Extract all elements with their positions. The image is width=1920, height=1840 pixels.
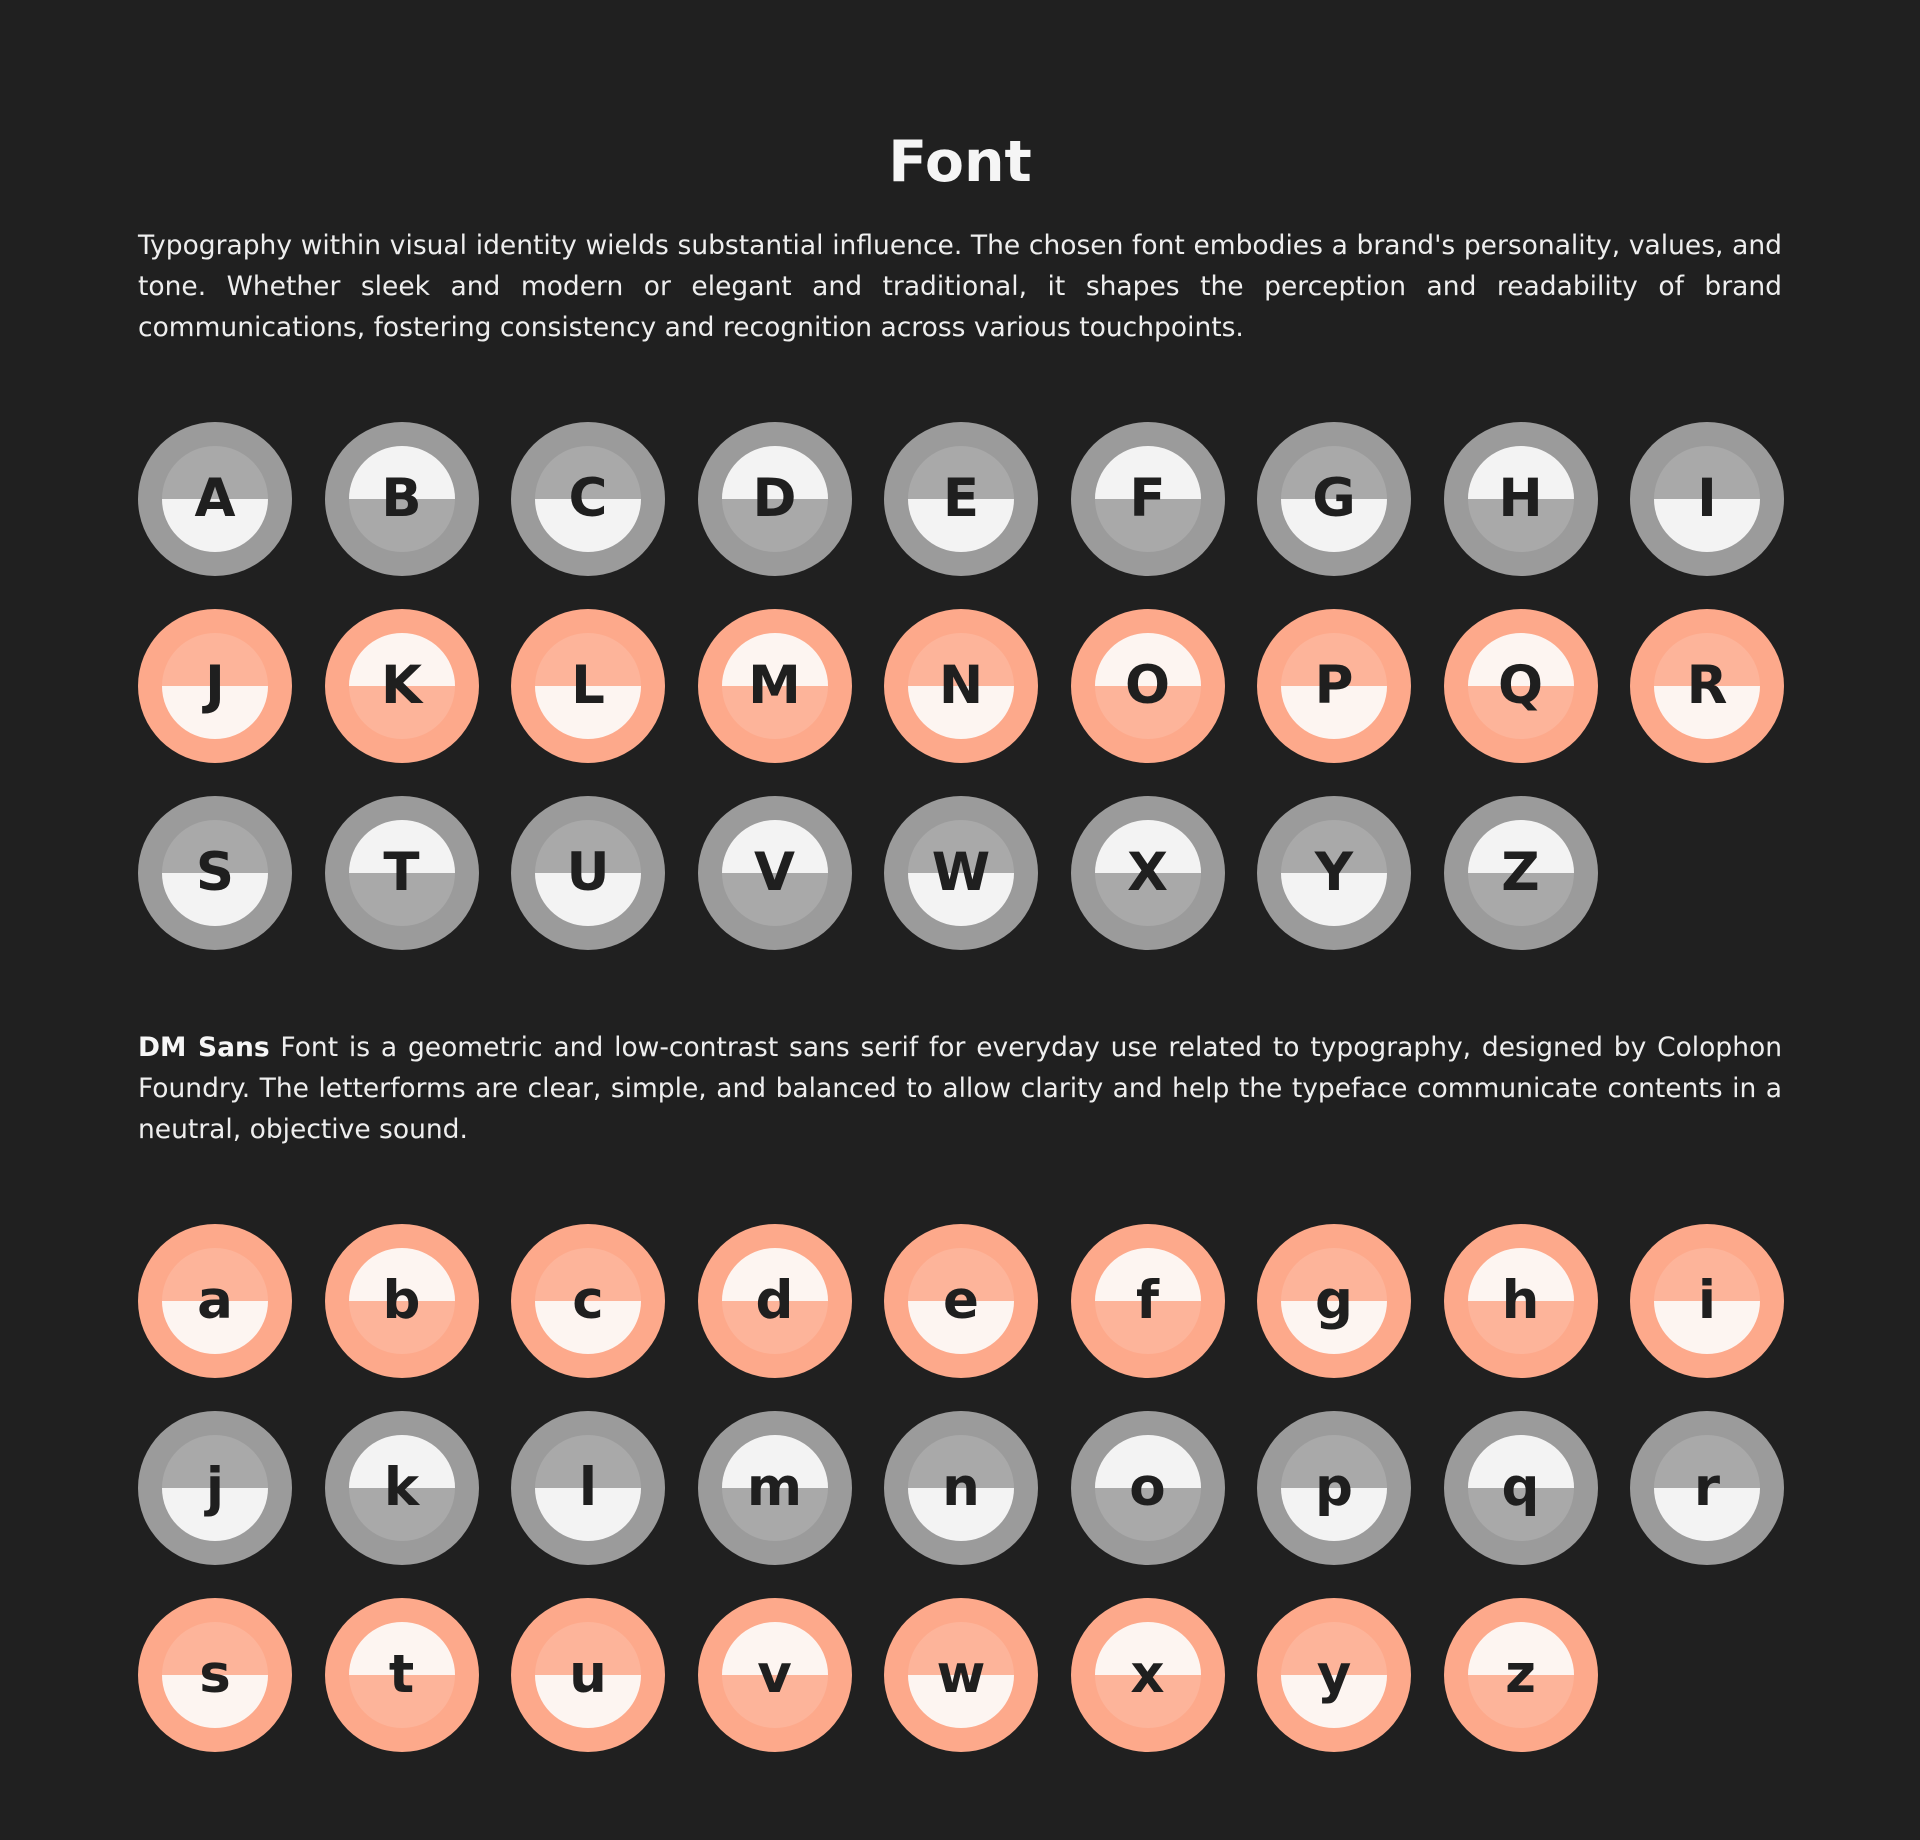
glyph-circle-Q (1444, 609, 1598, 763)
glyph-letter: m (746, 1457, 803, 1518)
glyph-letter: p (1315, 1457, 1353, 1518)
glyph-circle-L (511, 609, 665, 763)
glyph-circle-G (1257, 422, 1411, 576)
glyph-circle-q (1444, 1411, 1598, 1565)
page-title: Font (888, 129, 1032, 195)
glyph-circle-F (1071, 422, 1225, 576)
glyph-letter: K (380, 655, 423, 716)
glyph-circle-W (884, 796, 1038, 950)
uppercase-grid (138, 422, 1782, 950)
glyph-letter: V (753, 842, 796, 903)
glyph-circle-d (698, 1224, 852, 1378)
glyph-circle-s (138, 1598, 292, 1752)
glyph-letter: t (388, 1644, 415, 1705)
glyph-letter: I (1697, 468, 1717, 529)
glyph-letter: z (1505, 1644, 1536, 1705)
glyph-circle-c (511, 1224, 665, 1378)
glyph-letter: A (194, 468, 236, 529)
glyph-circle-m (698, 1411, 852, 1565)
glyph-letter: h (1501, 1270, 1540, 1331)
glyph-letter: q (1501, 1457, 1540, 1518)
glyph-letter: D (752, 468, 797, 529)
glyph-circle-P (1257, 609, 1411, 763)
glyph-circle-R (1630, 609, 1784, 763)
glyph-letter: M (748, 655, 801, 716)
glyph-circle-I (1630, 422, 1784, 576)
glyph-letter: u (569, 1644, 607, 1705)
glyph-letter: N (938, 655, 984, 716)
glyph-letter: H (1498, 468, 1543, 529)
glyph-letter: r (1693, 1457, 1721, 1518)
glyph-circle-O (1071, 609, 1225, 763)
glyph-letter: Y (1314, 842, 1354, 903)
glyph-circle-J (138, 609, 292, 763)
glyph-letter: k (383, 1457, 420, 1518)
glyph-letter: L (571, 655, 605, 716)
glyph-letter: s (199, 1644, 231, 1705)
glyph-letter: i (1697, 1270, 1717, 1331)
glyph-circle-u (511, 1598, 665, 1752)
glyph-letter: y (1316, 1644, 1352, 1705)
font-description-text: Font is a geometric and low-contrast sans serif for everyday use related to typography, designed by Colophon Foundry. The letterforms are clear, simple, and balanced to allow clarity and help the typeface communicate contents in a neutral, objective sound. (138, 1032, 1782, 1145)
glyph-circle-T (325, 796, 479, 950)
glyph-circle-v (698, 1598, 852, 1752)
glyph-letter: j (205, 1457, 225, 1518)
glyph-letter: a (197, 1270, 233, 1331)
glyph-circle-p (1257, 1411, 1411, 1565)
font-name: DM Sans (138, 1032, 270, 1063)
glyph-letter: v (757, 1644, 792, 1705)
glyph-circle-H (1444, 422, 1598, 576)
glyph-circle-D (698, 422, 852, 576)
glyph-circle-b (325, 1224, 479, 1378)
glyph-circle-A (138, 422, 292, 576)
glyph-letter: O (1124, 655, 1171, 716)
glyph-circle-U (511, 796, 665, 950)
glyph-letter: E (942, 468, 980, 529)
glyph-circle-f (1071, 1224, 1225, 1378)
glyph-letter: G (1312, 468, 1356, 529)
glyph-circle-Z (1444, 796, 1598, 950)
glyph-letter: X (1127, 842, 1168, 903)
glyph-circle-K (325, 609, 479, 763)
glyph-circle-y (1257, 1598, 1411, 1752)
glyph-letter: n (942, 1457, 980, 1518)
glyph-circle-o (1071, 1411, 1225, 1565)
glyph-circle-a (138, 1224, 292, 1378)
glyph-letter: w (936, 1644, 986, 1705)
glyph-circle-j (138, 1411, 292, 1565)
glyph-circle-t (325, 1598, 479, 1752)
glyph-letter: g (1315, 1270, 1353, 1331)
glyph-letter: J (205, 655, 225, 716)
glyph-circle-h (1444, 1224, 1598, 1378)
glyph-circle-e (884, 1224, 1038, 1378)
glyph-circle-Y (1257, 796, 1411, 950)
glyph-letter: e (943, 1270, 979, 1331)
glyph-letter: W (931, 842, 991, 903)
glyph-letter: U (566, 842, 610, 903)
glyph-letter: d (755, 1270, 794, 1331)
glyph-letter: l (578, 1457, 598, 1518)
glyph-letter: P (1314, 655, 1354, 716)
glyph-letter: S (195, 842, 235, 903)
glyph-circle-x (1071, 1598, 1225, 1752)
glyph-letter: x (1130, 1644, 1165, 1705)
glyph-letter: o (1129, 1457, 1166, 1518)
glyph-circle-E (884, 422, 1038, 576)
glyph-circle-i (1630, 1224, 1784, 1378)
glyph-circle-w (884, 1598, 1038, 1752)
glyph-circle-V (698, 796, 852, 950)
glyph-letter: c (572, 1270, 604, 1331)
glyph-letter: b (382, 1270, 421, 1331)
intro-paragraph: Typography within visual identity wields substantial influence. The chosen font embodies a brand's personality, values, and tone. Whether sleek and modern or elegant and traditional, it shapes the perception and readability of brand communications, fostering consistency and recognition across various touchpoints. (138, 230, 1782, 343)
glyph-letter: R (1686, 655, 1728, 716)
glyph-letter: F (1129, 468, 1166, 529)
glyph-letter: C (568, 468, 608, 529)
glyph-circle-r (1630, 1411, 1784, 1565)
font-description-paragraph (138, 1027, 1782, 1150)
glyph-circle-g (1257, 1224, 1411, 1378)
glyph-letter: f (1135, 1270, 1160, 1331)
lowercase-grid (138, 1224, 1782, 1752)
glyph-circle-N (884, 609, 1038, 763)
glyph-letter: B (381, 468, 422, 529)
glyph-circle-M (698, 609, 852, 763)
glyph-circle-X (1071, 796, 1225, 950)
glyph-letter: T (383, 842, 420, 903)
glyph-circle-z (1444, 1598, 1598, 1752)
glyph-circle-k (325, 1411, 479, 1565)
glyph-circle-l (511, 1411, 665, 1565)
glyph-letter: Q (1497, 655, 1544, 716)
glyph-circle-C (511, 422, 665, 576)
glyph-circle-n (884, 1411, 1038, 1565)
glyph-circle-S (138, 796, 292, 950)
glyph-letter: Z (1501, 842, 1540, 903)
glyph-circle-B (325, 422, 479, 576)
